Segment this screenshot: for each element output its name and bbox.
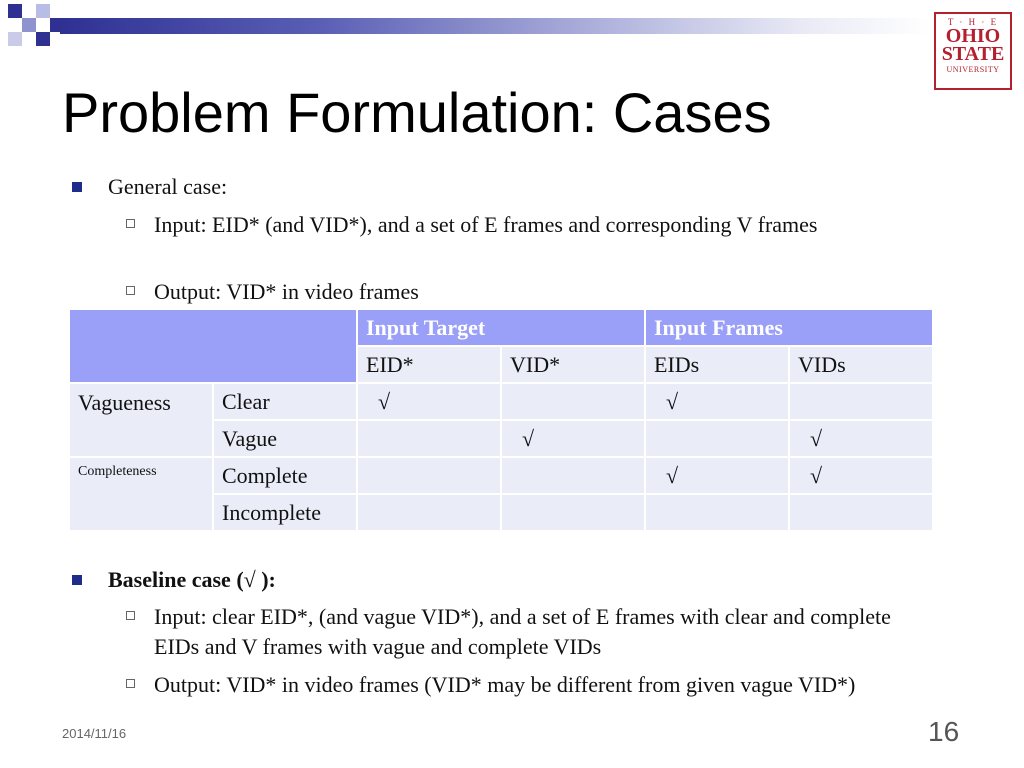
row-label: Vague	[213, 420, 357, 457]
header-gradient-bar	[60, 18, 930, 34]
header-input-target: Input Target	[357, 309, 645, 346]
table-cell	[789, 383, 933, 420]
decor-square	[22, 18, 36, 32]
table-cell: √	[357, 383, 501, 420]
column-header: VIDs	[789, 346, 933, 383]
table-cell	[357, 494, 501, 531]
decor-square	[8, 4, 22, 18]
general-output-bullet	[154, 277, 894, 307]
general-case-bullet	[108, 172, 227, 202]
row-label: Clear	[213, 383, 357, 420]
table-cell	[501, 383, 645, 420]
group-label-vagueness: Vagueness	[69, 383, 213, 457]
header-band	[0, 0, 1024, 60]
bullet-marker	[72, 575, 82, 585]
table-corner-cell	[69, 309, 357, 383]
footer-date: 2014/11/16	[62, 726, 127, 741]
sub-bullet-marker	[126, 286, 135, 295]
row-label: Complete	[213, 457, 357, 494]
general-case-heading: General case:	[108, 174, 228, 199]
table-cell	[357, 420, 501, 457]
table-cell: √	[501, 420, 645, 457]
baseline-output-bullet	[154, 670, 894, 700]
sub-bullet-marker	[126, 219, 135, 228]
general-output-text: Output: VID* in video frames	[154, 279, 419, 304]
baseline-input-text: Input: clear EID*, (and vague VID*), and a set of E frames with clear and complete EIDs and V frames with vague and complete VIDs	[154, 604, 891, 659]
table-cell: √	[645, 383, 789, 420]
table-cell	[501, 457, 645, 494]
sub-bullet-marker	[126, 679, 135, 688]
decor-square	[8, 32, 22, 46]
header-input-frames: Input Frames	[645, 309, 933, 346]
column-header: EID*	[357, 346, 501, 383]
page-number: 16	[928, 716, 960, 747]
ohio-state-logo: T · H · E OHIO STATE UNIVERSITY	[934, 12, 1012, 90]
table-cell: √	[789, 457, 933, 494]
table-cell	[357, 457, 501, 494]
table-cell	[645, 494, 789, 531]
table-cell: √	[645, 457, 789, 494]
table-cell	[645, 420, 789, 457]
slide-title: Problem Formulation: Cases	[62, 81, 772, 144]
baseline-case-bullet	[108, 565, 276, 595]
decor-square	[36, 4, 50, 18]
general-input-bullet	[154, 210, 894, 240]
group-label-completeness: Completeness	[69, 457, 213, 531]
column-header: EIDs	[645, 346, 789, 383]
table-cell	[501, 494, 645, 531]
table-cell	[789, 494, 933, 531]
sub-bullet-marker	[126, 611, 135, 620]
bullet-marker	[72, 182, 82, 192]
cases-table	[68, 308, 934, 532]
general-input-text: Input: EID* (and VID*), and a set of E frames and corresponding V frames	[154, 212, 818, 237]
column-header: VID*	[501, 346, 645, 383]
table-cell: √	[789, 420, 933, 457]
baseline-input-bullet	[154, 602, 894, 662]
row-label: Incomplete	[213, 494, 357, 531]
decor-square	[36, 32, 50, 46]
baseline-output-text: Output: VID* in video frames (VID* may be different from given vague VID*)	[154, 672, 856, 697]
baseline-case-heading: Baseline case (√ ):	[108, 567, 276, 592]
